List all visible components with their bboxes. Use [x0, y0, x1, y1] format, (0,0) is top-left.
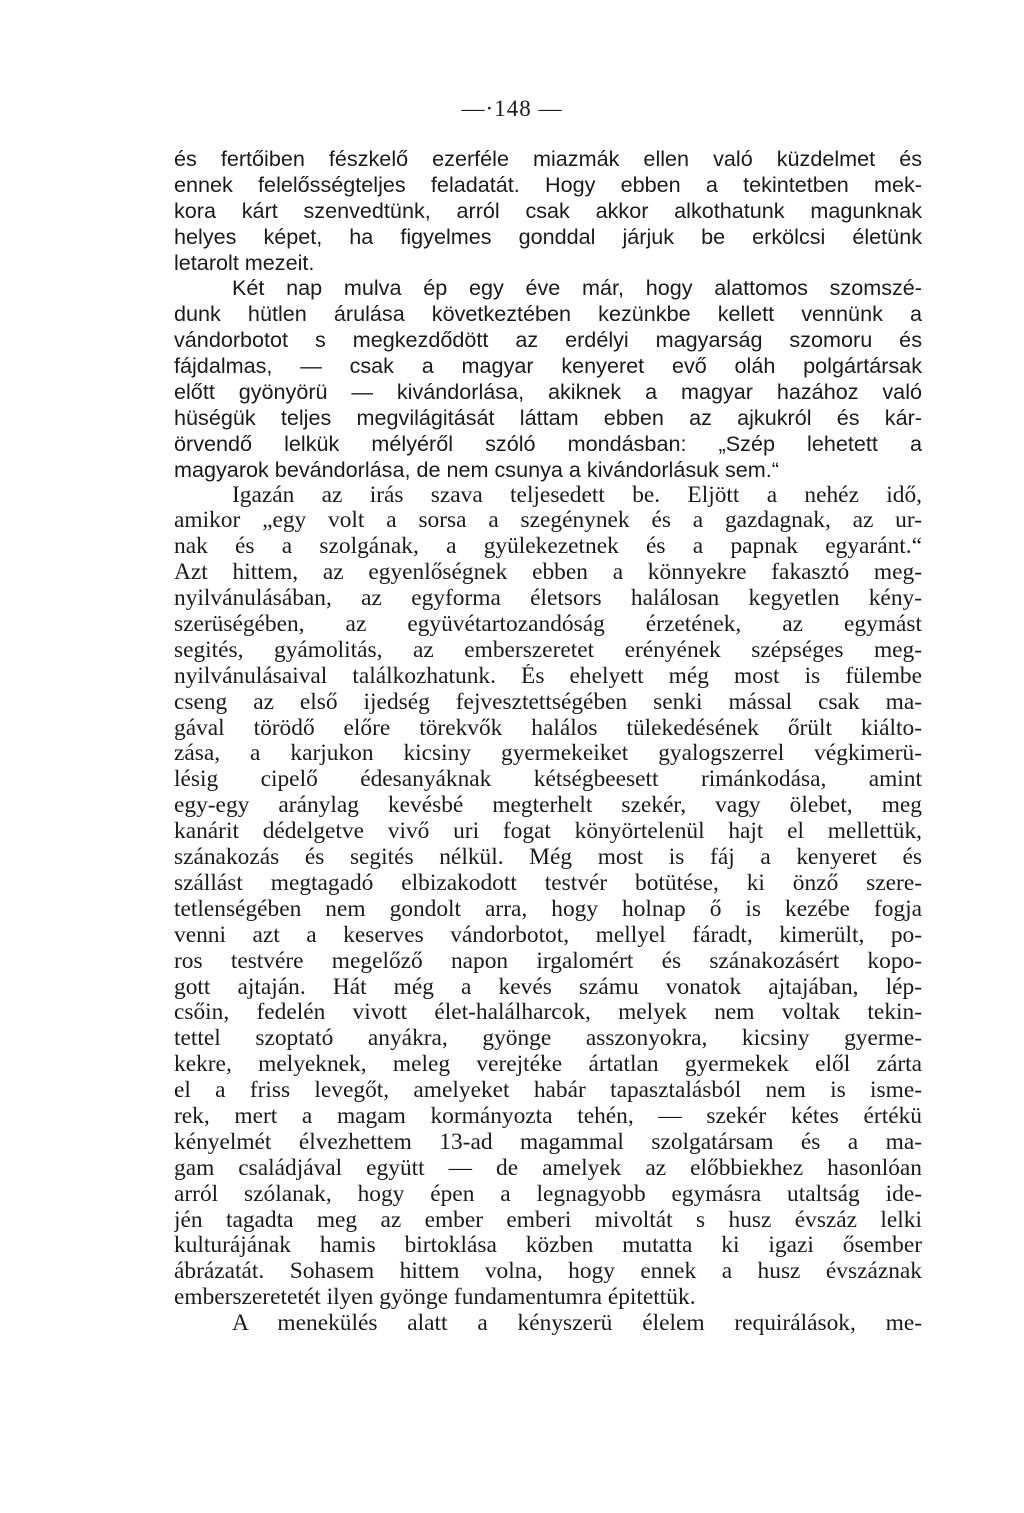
text-line: jén tagadta meg az ember emberi mivoltát s husz évszáz lelki	[174, 1207, 922, 1233]
text-line: nyilvánulásában, az egyforma életsors halálosan kegyetlen kény-	[174, 586, 922, 612]
text-line: rek, mert a magam kormányozta tehén, — szekér kétes értékü	[174, 1103, 922, 1129]
text-line: nyilvánulásaival találkozhatunk. És ehelyett még most is fülembe	[174, 663, 922, 689]
text-line: és fertőiben fészkelő ezerféle miazmák ellen való küzdelmet és	[174, 146, 922, 171]
text-line: hüségük teljes megvilágitását láttam ebben az ajkukról és kár-	[174, 404, 922, 430]
text-line: helyes képet, ha figyelmes gonddal járjuk be erkölcsi életünk	[174, 223, 922, 249]
text-line: zása, a karjukon kicsiny gyermekeiket gyalogszerrel végkimerü-	[174, 741, 922, 767]
text-line: gával törödő előre törekvők halálos tülekedésének őrült kiálto-	[174, 715, 922, 741]
text-line: tetlenségében nem gondolt arra, hogy holnap ő is kezébe fogja	[174, 896, 922, 922]
text-line: kényelmét élvezhettem 13-ad magammal szolgatársam és a ma-	[174, 1129, 922, 1155]
text-line: Igazán az irás szava teljesedett be. Eljött a nehéz idő,	[232, 482, 922, 508]
page-number: —·148 —	[461, 96, 563, 121]
text-line: ros testvére megelőző napon irgalomért és szánakozásért kopo-	[174, 948, 922, 974]
text-line: dunk hütlen árulása következtében kezünkbe kellett vennünk a	[174, 301, 922, 327]
text-line: előtt gyönyörü — kivándorlása, akiknek a magyar hazához való	[174, 379, 922, 405]
text-line: ábrázatát. Sohasem hittem volna, hogy ennek a husz évszáznak	[174, 1259, 922, 1285]
text-line: szánakozás és segités nélkül. Még most is fáj a kenyeret és	[174, 845, 922, 871]
text-line: kulturájának hamis birtoklása közben mutatta ki igazi ősember	[174, 1233, 922, 1259]
text-line: A menekülés alatt a kényszerü élelem requirálások, me-	[232, 1311, 922, 1337]
text-line: nak és a szolgának, a gyülekezetnek és a papnak egyaránt.“	[174, 534, 922, 560]
text-line: ennek felelősségteljes feladatát. Hogy ebben a tekintetben mek-	[174, 171, 922, 197]
text-line: magyarok bevándorlása, de nem csunya a kivándorlásuk sem.“	[174, 456, 779, 482]
text-line: cseng az első ijedség fejvesztettségében senki mással csak ma-	[174, 689, 922, 715]
text-line: csőin, fedelén vivott élet-halálharcok, melyek nem voltak tekin-	[174, 1000, 922, 1026]
text-line: Két nap mulva ép egy éve már, hogy alattomos szomszé-	[232, 275, 922, 301]
text-line: kanárit dédelgetve vivő uri fogat könyörtelenül hajt el mellettük,	[174, 819, 922, 845]
text-line: venni azt a keserves vándorbotot, mellyel fáradt, kimerült, po-	[174, 922, 922, 948]
text-line: segités, gyámolitás, az emberszeretet erényének szépséges meg-	[174, 637, 922, 663]
text-line: letarolt mezeit.	[174, 249, 315, 275]
text-line: gott ajtaján. Hát még a kevés számu vonatok ajtajában, lép-	[174, 974, 922, 1000]
text-line: amikor „egy volt a sorsa a szegénynek és a gazdagnak, az ur-	[174, 508, 922, 534]
text-line: örvendő lelkük mélyéről szóló mondásban: „Szép lehetett a	[174, 430, 922, 456]
text-line: tettel szoptató anyákra, gyönge asszonyokra, kicsiny gyerme-	[174, 1026, 922, 1052]
text-line: emberszeretetét ilyen gyönge fundamentumra épitettük.	[174, 1285, 696, 1311]
text-line: fájdalmas, — csak a magyar kenyeret evő oláh polgártársak	[174, 353, 922, 379]
text-line: lésig cipelő édesanyáknak kétségbeesett rimánkodása, amint	[174, 767, 922, 793]
text-line: szerüségében, az együvétartozandóság érzetének, az egymást	[174, 612, 922, 638]
text-line: Azt hittem, az egyenlőségnek ebben a könnyekre fakasztó meg-	[174, 560, 922, 586]
body-text	[174, 146, 922, 1337]
text-line: arról szólanak, hogy épen a legnagyobb egymásra utaltság ide-	[174, 1181, 922, 1207]
text-line: kekre, melyeknek, meleg verejtéke ártatlan gyermekek elől zárta	[174, 1052, 922, 1078]
text-line: el a friss levegőt, amelyeket habár tapasztalásból nem is isme-	[174, 1078, 922, 1104]
text-line: vándorbotot s megkezdődött az erdélyi magyarság szomoru és	[174, 327, 922, 353]
text-line: gam családjával együtt — de amelyek az előbbiekhez hasonlóan	[174, 1155, 922, 1181]
text-line: kora kárt szenvedtünk, arról csak akkor alkothatunk magunknak	[174, 197, 922, 223]
text-line: szállást megtagadó elbizakodott testvér botütése, ki önző szere-	[174, 870, 922, 896]
text-line: egy-egy aránylag kevésbé megterhelt szekér, vagy ölebet, meg	[174, 793, 922, 819]
